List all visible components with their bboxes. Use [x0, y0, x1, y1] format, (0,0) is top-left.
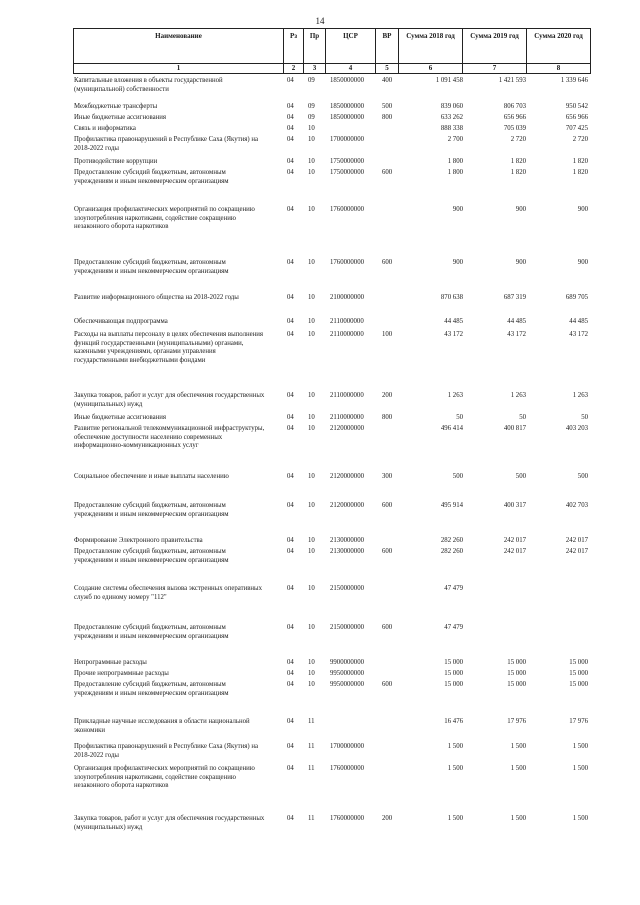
cell-rz: 04 [287, 392, 294, 399]
cell-csr: 2110000000 [330, 331, 364, 338]
cell-s2019: 1 820 [510, 158, 526, 165]
cell-s2018: 47 479 [444, 624, 463, 631]
cell-s2020: 1 500 [572, 815, 588, 822]
cell-s2020: 950 542 [565, 103, 588, 110]
cell-rz: 04 [287, 502, 294, 509]
cell-s2019: 44 485 [507, 318, 526, 325]
cell-s2018: 1 263 [447, 392, 463, 399]
cell-s2020: 242 017 [565, 548, 588, 555]
cell-name: Организация профилактических мероприятий по сокращению злоупотребления наркотиками, содействие сокращению незаконного оборота наркотиков [74, 765, 255, 790]
cell-s2018: 496 414 [440, 425, 463, 432]
cell-name: Предоставление субсидий бюджетным, автономным учреждениям и иным некоммерческим организациям [74, 548, 229, 564]
cell-s2018: 43 172 [444, 331, 463, 338]
cell-s2019: 1 500 [510, 765, 526, 772]
cell-s2020: 50 [581, 414, 588, 421]
cell-csr: 2110000000 [330, 318, 364, 325]
cell-pr: 10 [308, 585, 315, 592]
cell-vr: 600 [382, 548, 393, 555]
cell-s2020: 44 485 [569, 318, 588, 325]
cell-s2018: 44 485 [444, 318, 463, 325]
cell-rz: 04 [287, 169, 294, 176]
cell-pr: 09 [308, 77, 315, 84]
cell-s2019: 705 039 [503, 125, 526, 132]
cell-rz: 04 [287, 659, 294, 666]
cell-s2020: 656 966 [565, 114, 588, 121]
cell-pr: 10 [308, 537, 315, 544]
column-number: 5 [376, 64, 399, 74]
cell-s2019: 242 017 [503, 548, 526, 555]
cell-name: Расходы на выплаты персоналу в целях обеспечения выполнения функций государственными (муниципальными) органами, казенными учреждениями, органами управления государственными внебюджетными фондами [74, 331, 264, 365]
header-csr: ЦСР [326, 29, 376, 64]
cell-csr: 1850000000 [330, 114, 364, 121]
cell-s2020: 403 203 [565, 425, 588, 432]
cell-pr: 10 [308, 294, 315, 301]
cell-name: Непрограммные расходы [74, 659, 147, 666]
cell-rz: 04 [287, 815, 294, 822]
cell-pr: 10 [308, 681, 315, 688]
cell-s2019: 900 [515, 259, 526, 266]
cell-name: Прочие непрограммные расходы [74, 670, 169, 677]
cell-rz: 04 [287, 585, 294, 592]
cell-pr: 10 [308, 259, 315, 266]
cell-s2020: 707 425 [565, 125, 588, 132]
cell-rz: 04 [287, 718, 294, 725]
cell-csr: 2120000000 [330, 425, 364, 432]
cell-pr: 10 [308, 414, 315, 421]
cell-name: Капитальные вложения в объекты государственной (муниципальной) собственности [74, 77, 223, 93]
cell-name: Организация профилактических мероприятий по сокращению злоупотребления наркотиками, содействие сокращению незаконного оборота наркотиков [74, 206, 255, 231]
page-number: 14 [315, 16, 325, 26]
cell-pr: 10 [308, 502, 315, 509]
cell-pr: 10 [308, 670, 315, 677]
cell-s2020: 689 705 [565, 294, 588, 301]
cell-s2020: 900 [577, 206, 588, 213]
cell-s2018: 15 000 [444, 659, 463, 666]
cell-pr: 10 [308, 624, 315, 631]
cell-csr: 2150000000 [330, 624, 364, 631]
cell-csr: 1760000000 [330, 259, 364, 266]
cell-pr: 10 [308, 169, 315, 176]
cell-pr: 11 [308, 815, 315, 822]
cell-s2018: 839 060 [440, 103, 463, 110]
cell-s2018: 15 000 [444, 670, 463, 677]
cell-vr: 600 [382, 681, 393, 688]
cell-vr: 200 [382, 815, 393, 822]
cell-pr: 10 [308, 473, 315, 480]
cell-rz: 04 [287, 125, 294, 132]
cell-s2018: 495 914 [440, 502, 463, 509]
cell-rz: 04 [287, 158, 294, 165]
cell-s2019: 806 703 [503, 103, 526, 110]
cell-name: Закупка товаров, работ и услуг для обеспечения государственных (муниципальных) нужд [74, 392, 265, 408]
cell-name: Связь и информатика [74, 125, 136, 132]
cell-s2018: 282 260 [440, 548, 463, 555]
cell-pr: 11 [308, 765, 315, 772]
cell-vr: 600 [382, 259, 393, 266]
cell-csr: 1850000000 [330, 103, 364, 110]
cell-csr: 2130000000 [330, 548, 364, 555]
cell-csr: 1700000000 [330, 136, 364, 143]
cell-pr: 10 [308, 548, 315, 555]
cell-rz: 04 [287, 670, 294, 677]
cell-name: Иные бюджетные ассигнования [74, 114, 167, 121]
cell-rz: 04 [287, 136, 294, 143]
cell-s2018: 1 800 [447, 169, 463, 176]
cell-csr: 2120000000 [330, 473, 364, 480]
cell-s2018: 900 [452, 206, 463, 213]
cell-s2019: 242 017 [503, 537, 526, 544]
cell-vr: 500 [382, 103, 393, 110]
cell-pr: 10 [308, 392, 315, 399]
cell-s2020: 900 [577, 259, 588, 266]
cell-s2019: 43 172 [507, 331, 526, 338]
cell-pr: 11 [308, 718, 315, 725]
cell-s2020: 2 720 [572, 136, 588, 143]
cell-vr: 300 [382, 473, 393, 480]
header-sum-2020: Сумма 2020 год [527, 29, 591, 64]
cell-name: Иные бюджетные ассигнования [74, 414, 167, 421]
cell-name: Закупка товаров, работ и услуг для обеспечения государственных (муниципальных) нужд [74, 815, 265, 831]
column-number: 7 [463, 64, 527, 74]
column-number: 3 [304, 64, 326, 74]
cell-pr: 09 [308, 114, 315, 121]
cell-s2020: 17 976 [569, 718, 588, 725]
header-sum-2019: Сумма 2019 год [463, 29, 527, 64]
cell-name: Социальное обеспечение и иные выплаты населению [74, 473, 229, 480]
cell-pr: 11 [308, 743, 315, 750]
cell-s2019: 1 500 [510, 815, 526, 822]
cell-s2020: 1 339 646 [560, 77, 588, 84]
cell-s2018: 870 638 [440, 294, 463, 301]
cell-pr: 10 [308, 425, 315, 432]
cell-s2019: 15 000 [507, 659, 526, 666]
column-number: 6 [399, 64, 463, 74]
cell-s2020: 43 172 [569, 331, 588, 338]
header-vr: ВР [376, 29, 399, 64]
cell-s2019: 15 000 [507, 681, 526, 688]
cell-csr: 1760000000 [330, 815, 364, 822]
cell-s2018: 15 000 [444, 681, 463, 688]
cell-name: Предоставление субсидий бюджетным, автономным учреждениям и иным некоммерческим организациям [74, 502, 229, 518]
cell-rz: 04 [287, 765, 294, 772]
cell-rz: 04 [287, 318, 294, 325]
cell-s2019: 1 500 [510, 743, 526, 750]
cell-name: Противодействие коррупции [74, 158, 158, 165]
cell-s2019: 900 [515, 206, 526, 213]
header-sum-2018: Сумма 2018 год [399, 29, 463, 64]
cell-s2020: 15 000 [569, 659, 588, 666]
cell-s2020: 500 [577, 473, 588, 480]
cell-pr: 10 [308, 331, 315, 338]
cell-s2018: 47 479 [444, 585, 463, 592]
cell-s2018: 633 262 [440, 114, 463, 121]
cell-rz: 04 [287, 537, 294, 544]
cell-s2018: 500 [452, 473, 463, 480]
cell-name: Обеспечивающая подпрограмма [74, 318, 168, 325]
cell-name: Развитие региональной телекоммуникационной инфраструктуры, обеспечение доступности населению современных информационно-коммуникационных услуг [74, 425, 265, 450]
cell-s2020: 1 500 [572, 765, 588, 772]
cell-s2019: 1 263 [510, 392, 526, 399]
cell-s2018: 1 500 [447, 765, 463, 772]
cell-csr: 2110000000 [330, 392, 364, 399]
cell-pr: 10 [308, 125, 315, 132]
cell-s2018: 16 476 [444, 718, 463, 725]
cell-vr: 100 [382, 331, 393, 338]
cell-s2020: 1 263 [572, 392, 588, 399]
cell-csr: 1850000000 [330, 77, 364, 84]
cell-rz: 04 [287, 114, 294, 121]
cell-csr: 9950000000 [330, 681, 364, 688]
cell-rz: 04 [287, 624, 294, 631]
cell-pr: 10 [308, 318, 315, 325]
cell-s2019: 17 976 [507, 718, 526, 725]
cell-rz: 04 [287, 294, 294, 301]
cell-csr: 1760000000 [330, 206, 364, 213]
cell-csr: 2120000000 [330, 502, 364, 509]
cell-csr: 1700000000 [330, 743, 364, 750]
cell-csr: 2150000000 [330, 585, 364, 592]
cell-name: Формирование Электронного правительства [74, 537, 203, 544]
column-number: 4 [326, 64, 376, 74]
cell-s2019: 15 000 [507, 670, 526, 677]
header-pr: Пр [304, 29, 326, 64]
cell-s2019: 400 817 [503, 425, 526, 432]
cell-rz: 04 [287, 473, 294, 480]
cell-s2018: 2 700 [447, 136, 463, 143]
cell-csr: 2110000000 [330, 414, 364, 421]
cell-s2019: 656 966 [503, 114, 526, 121]
cell-s2020: 1 820 [572, 169, 588, 176]
cell-csr: 9950000000 [330, 670, 364, 677]
cell-vr: 600 [382, 502, 393, 509]
column-number: 1 [74, 64, 284, 74]
cell-s2019: 1 820 [510, 169, 526, 176]
cell-name: Предоставление субсидий бюджетным, автономным учреждениям и иным некоммерческим организациям [74, 681, 229, 697]
cell-s2018: 282 260 [440, 537, 463, 544]
cell-rz: 04 [287, 681, 294, 688]
column-number: 2 [284, 64, 304, 74]
cell-name: Создание системы обеспечения вызова экстренных оперативных служб по единому номеру "112" [74, 585, 263, 601]
cell-s2018: 1 800 [447, 158, 463, 165]
header-name: Наименование [74, 29, 284, 64]
cell-s2019: 687 319 [503, 294, 526, 301]
cell-vr: 400 [382, 77, 393, 84]
cell-csr: 1760000000 [330, 765, 364, 772]
cell-pr: 10 [308, 158, 315, 165]
cell-vr: 600 [382, 169, 393, 176]
cell-rz: 04 [287, 259, 294, 266]
header-rz: Рз [284, 29, 304, 64]
cell-s2019: 400 317 [503, 502, 526, 509]
cell-s2020: 15 000 [569, 681, 588, 688]
cell-csr: 1750000000 [330, 158, 364, 165]
cell-rz: 04 [287, 206, 294, 213]
cell-name: Предоставление субсидий бюджетным, автономным учреждениям и иным некоммерческим организациям [74, 259, 229, 275]
cell-csr: 2130000000 [330, 537, 364, 544]
cell-rz: 04 [287, 548, 294, 555]
cell-pr: 10 [308, 659, 315, 666]
cell-s2018: 1 091 458 [435, 77, 463, 84]
cell-rz: 04 [287, 103, 294, 110]
cell-s2019: 1 421 593 [498, 77, 526, 84]
cell-rz: 04 [287, 743, 294, 750]
cell-s2018: 1 500 [447, 743, 463, 750]
cell-csr: 1750000000 [330, 169, 364, 176]
cell-rz: 04 [287, 331, 294, 338]
cell-s2020: 402 703 [565, 502, 588, 509]
cell-s2018: 888 338 [440, 125, 463, 132]
cell-csr: 9900000000 [330, 659, 364, 666]
cell-name: Предоставление субсидий бюджетным, автономным учреждениям и иным некоммерческим организациям [74, 624, 229, 640]
cell-name: Развитие информационного общества на 2018-2022 годы [74, 294, 239, 301]
cell-s2020: 15 000 [569, 670, 588, 677]
cell-pr: 10 [308, 136, 315, 143]
cell-vr: 800 [382, 414, 393, 421]
cell-rz: 04 [287, 414, 294, 421]
cell-s2019: 50 [519, 414, 526, 421]
cell-pr: 10 [308, 206, 315, 213]
cell-name: Профилактика правонарушений в Республике Саха (Якутия) на 2018-2022 годы [74, 743, 258, 759]
cell-s2020: 1 500 [572, 743, 588, 750]
cell-s2018: 1 500 [447, 815, 463, 822]
cell-vr: 600 [382, 624, 393, 631]
cell-name: Предоставление субсидий бюджетным, автономным учреждениям и иным некоммерческим организациям [74, 169, 229, 185]
cell-s2019: 500 [515, 473, 526, 480]
cell-name: Прикладные научные исследования в области национальной экономики [74, 718, 250, 734]
cell-rz: 04 [287, 425, 294, 432]
cell-vr: 200 [382, 392, 393, 399]
cell-name: Межбюджетные трансферты [74, 103, 158, 110]
budget-table-header [73, 28, 591, 74]
cell-s2018: 900 [452, 259, 463, 266]
column-number: 8 [527, 64, 591, 74]
cell-name: Профилактика правонарушений в Республике Саха (Якутия) на 2018-2022 годы [74, 136, 258, 152]
cell-s2019: 2 720 [510, 136, 526, 143]
cell-s2020: 1 820 [572, 158, 588, 165]
cell-s2020: 242 017 [565, 537, 588, 544]
cell-pr: 09 [308, 103, 315, 110]
cell-rz: 04 [287, 77, 294, 84]
cell-csr: 2100000000 [330, 294, 364, 301]
cell-s2018: 50 [456, 414, 463, 421]
cell-vr: 800 [382, 114, 393, 121]
